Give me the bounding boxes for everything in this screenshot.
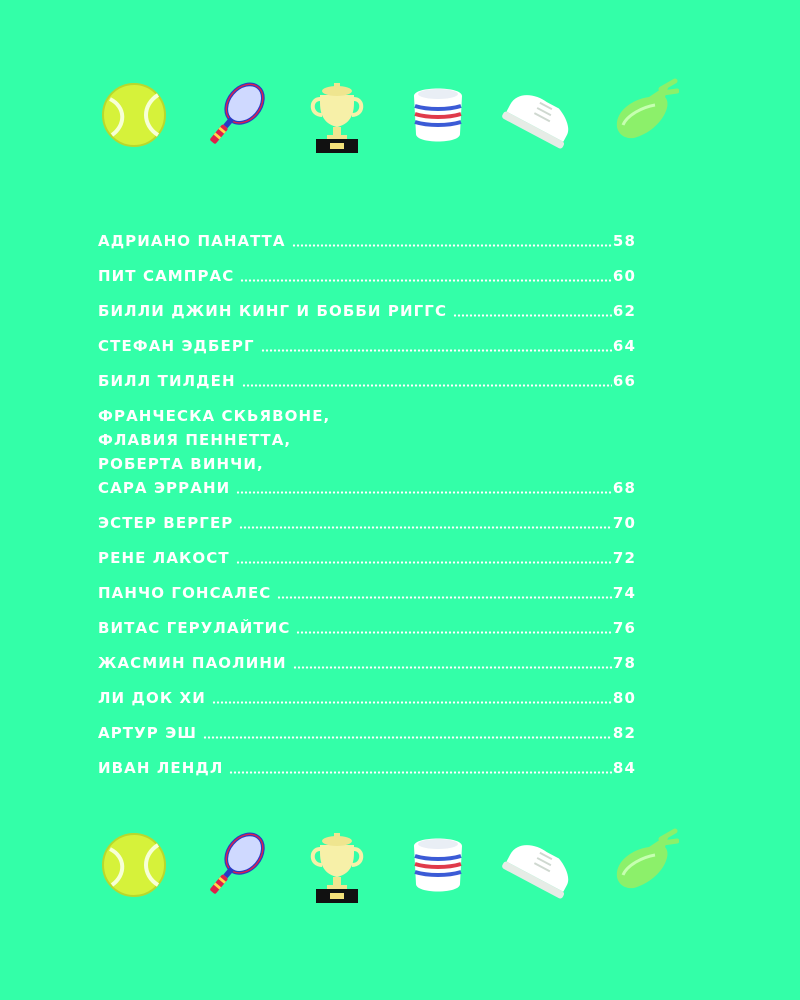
toc-entry-title: СТЕФАН ЭДБЕРГ	[98, 337, 255, 355]
toc-entry	[98, 299, 636, 323]
bottom-icon-row	[95, 815, 680, 915]
toc-entry	[98, 511, 636, 535]
toc-entry-page: 74	[612, 584, 636, 602]
tennis-racket-icon	[196, 815, 274, 915]
toc-entry-title-line: ФРАНЧЕСКА СКЬЯВОНЕ,	[98, 407, 331, 425]
dot-leader	[453, 314, 612, 317]
bandana-icon	[602, 815, 680, 915]
toc-entry-title: ЛИ ДОК ХИ	[98, 689, 206, 707]
toc-entry-title: ЭСТЕР ВЕРГЕР	[98, 514, 234, 532]
toc-entry	[98, 546, 636, 570]
dot-leader	[240, 279, 612, 282]
toc-entry-page: 82	[612, 724, 636, 742]
toc-entry-page: 60	[612, 267, 636, 285]
dot-leader	[236, 491, 612, 494]
trophy-icon	[298, 65, 376, 165]
toc-entry	[98, 581, 636, 605]
toc-entry-title: ИВАН ЛЕНДЛ	[98, 759, 224, 777]
sweatband-icon	[399, 65, 477, 165]
top-icon-row	[95, 65, 680, 165]
toc-entry	[98, 686, 636, 710]
toc-entry-page: 70	[612, 514, 636, 532]
toc-entry-page: 84	[612, 759, 636, 777]
dot-leader	[236, 561, 612, 564]
dot-leader	[296, 631, 611, 634]
toc-entry	[98, 264, 636, 288]
table-of-contents	[98, 229, 636, 791]
toc-entry-page: 58	[612, 232, 636, 250]
toc-entry	[98, 404, 636, 500]
toc-entry-page: 72	[612, 549, 636, 567]
toc-entry	[98, 756, 636, 780]
toc-entry-title: ПИТ САМПРАС	[98, 267, 235, 285]
sneaker-icon	[501, 65, 579, 165]
toc-entry	[98, 369, 636, 393]
toc-entry-title: БИЛЛ ТИЛДЕН	[98, 372, 236, 390]
toc-entry-title: ЖАСМИН ПАОЛИНИ	[98, 654, 287, 672]
toc-entry	[98, 721, 636, 745]
toc-entry-title: ВИТАС ГЕРУЛАЙТИС	[98, 619, 291, 637]
toc-entry-title-line: РОБЕРТА ВИНЧИ,	[98, 455, 264, 473]
dot-leader	[229, 771, 611, 774]
toc-entry	[98, 616, 636, 640]
toc-entry-title: РЕНЕ ЛАКОСТ	[98, 549, 230, 567]
dot-leader	[261, 349, 612, 352]
trophy-icon	[298, 815, 376, 915]
dot-leader	[212, 701, 612, 704]
dot-leader	[203, 736, 612, 739]
toc-entry-page: 80	[612, 689, 636, 707]
tennis-ball-icon	[95, 65, 173, 165]
toc-entry-page: 68	[612, 479, 636, 497]
tennis-racket-icon	[196, 65, 274, 165]
dot-leader	[242, 384, 612, 387]
dot-leader	[293, 666, 612, 669]
toc-entry	[98, 334, 636, 358]
dot-leader	[292, 244, 612, 247]
tennis-ball-icon	[95, 815, 173, 915]
toc-entry-page: 78	[612, 654, 636, 672]
toc-entry-title-line: ФЛАВИЯ ПЕННЕТТА,	[98, 431, 292, 449]
sweatband-icon	[399, 815, 477, 915]
toc-entry-title: ПАНЧО ГОНСАЛЕС	[98, 584, 272, 602]
toc-entry-title: САРА ЭРРАНИ	[98, 479, 231, 497]
sneaker-icon	[501, 815, 579, 915]
toc-entry	[98, 651, 636, 675]
dot-leader	[277, 596, 612, 599]
toc-entry	[98, 229, 636, 253]
toc-entry-page: 76	[612, 619, 636, 637]
toc-entry-page: 66	[612, 372, 636, 390]
toc-entry-page: 64	[612, 337, 636, 355]
toc-entry-title: БИЛЛИ ДЖИН КИНГ И БОББИ РИГГС	[98, 302, 448, 320]
bandana-icon	[602, 65, 680, 165]
dot-leader	[239, 526, 612, 529]
toc-entry-title: АРТУР ЭШ	[98, 724, 197, 742]
toc-entry-title: АДРИАНО ПАНАТТА	[98, 232, 286, 250]
toc-entry-page: 62	[612, 302, 636, 320]
